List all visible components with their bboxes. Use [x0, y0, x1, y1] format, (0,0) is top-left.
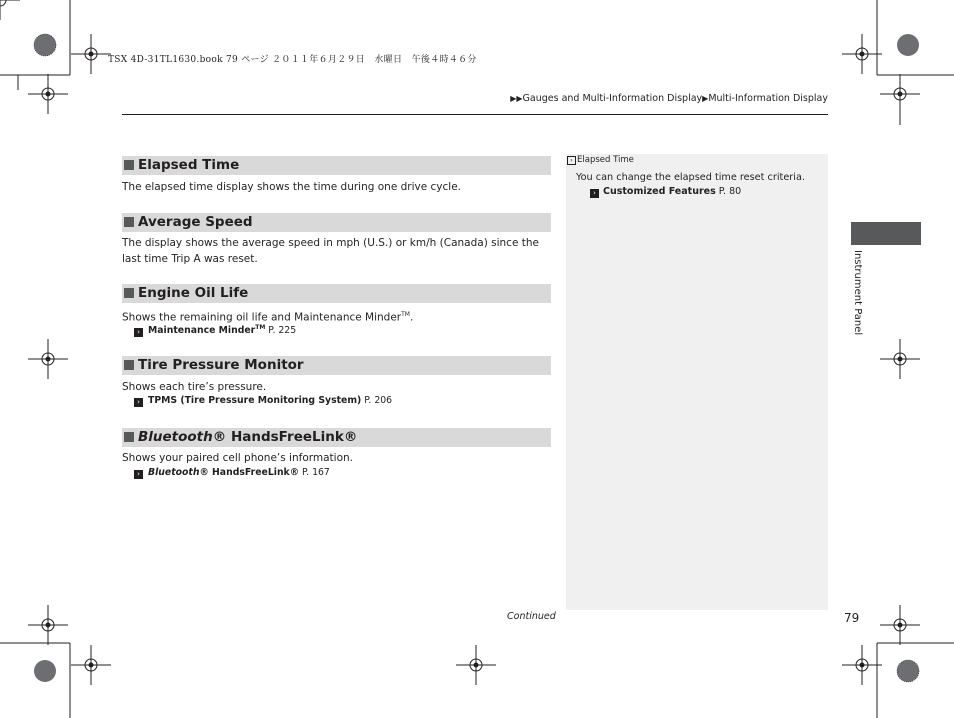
- xref-bluetooth[interactable]: › Bluetooth® HandsFreeLink® P. 167: [134, 467, 330, 479]
- breadcrumb-arrow-icon: ▶▶: [510, 94, 523, 103]
- xref-arrow-icon: ›: [134, 398, 143, 407]
- section-heading-engine-oil-life: Engine Oil Life: [122, 284, 551, 303]
- heading-square-icon: [124, 217, 134, 227]
- section-text-elapsed-time: The elapsed time display shows the time during one drive cycle.: [122, 181, 462, 193]
- section-heading-tire-pressure-monitor: Tire Pressure Monitor: [122, 356, 551, 375]
- breadcrumb-part1[interactable]: Gauges and Multi-Information Display: [522, 93, 703, 104]
- xref-customized-features[interactable]: › Customized Features P. 80: [590, 186, 741, 198]
- section-text-tire-pressure: Shows each tire’s pressure.: [122, 381, 267, 393]
- heading-square-icon: [124, 432, 134, 442]
- chapter-label: Instrument Panel: [852, 250, 863, 336]
- heading-square-icon: [124, 160, 134, 170]
- section-text-average-speed: The display shows the average speed in mph (U.S.) or km/h (Canada) since the last time Trip A was reset.: [122, 237, 539, 265]
- page-number: 79: [844, 611, 860, 625]
- heading-square-icon: [124, 288, 134, 298]
- sidebar-note-panel: [566, 154, 828, 610]
- section-heading-elapsed-time: Elapsed Time: [122, 156, 551, 175]
- section-text-bluetooth: Shows your paired cell phone’s information.: [122, 452, 353, 464]
- section-heading-bluetooth: Bluetooth® HandsFreeLink®: [122, 428, 551, 447]
- print-info: TSX 4D-31TL1630.book 79 ページ ２０１１年６月２９日 水曜日 午後４時４６分: [108, 55, 477, 65]
- section-heading-average-speed: Average Speed: [122, 213, 551, 232]
- heading-square-icon: [124, 360, 134, 370]
- note-icon: ›: [567, 156, 576, 165]
- breadcrumb-part2[interactable]: Multi-Information Display: [708, 93, 828, 104]
- xref-maintenance-minder[interactable]: › Maintenance Minder™ P. 225: [134, 324, 296, 337]
- breadcrumb: [510, 93, 828, 104]
- continued-label: Continued: [507, 611, 556, 622]
- xref-arrow-icon: ›: [134, 470, 143, 479]
- xref-arrow-icon: ›: [134, 328, 143, 337]
- xref-tpms[interactable]: › TPMS (Tire Pressure Monitoring System) P. 206: [134, 395, 392, 407]
- header-rule: [122, 114, 828, 115]
- chapter-tab: [851, 222, 921, 245]
- section-text-engine-oil-life: Shows the remaining oil life and Maintenance Minder™.: [122, 311, 414, 324]
- sidebar-note-text: You can change the elapsed time reset criteria.: [576, 172, 805, 183]
- breadcrumb-arrow-icon: ▶: [702, 94, 709, 103]
- xref-arrow-icon: ›: [590, 189, 599, 198]
- sidebar-note-title: › Elapsed Time: [567, 155, 634, 165]
